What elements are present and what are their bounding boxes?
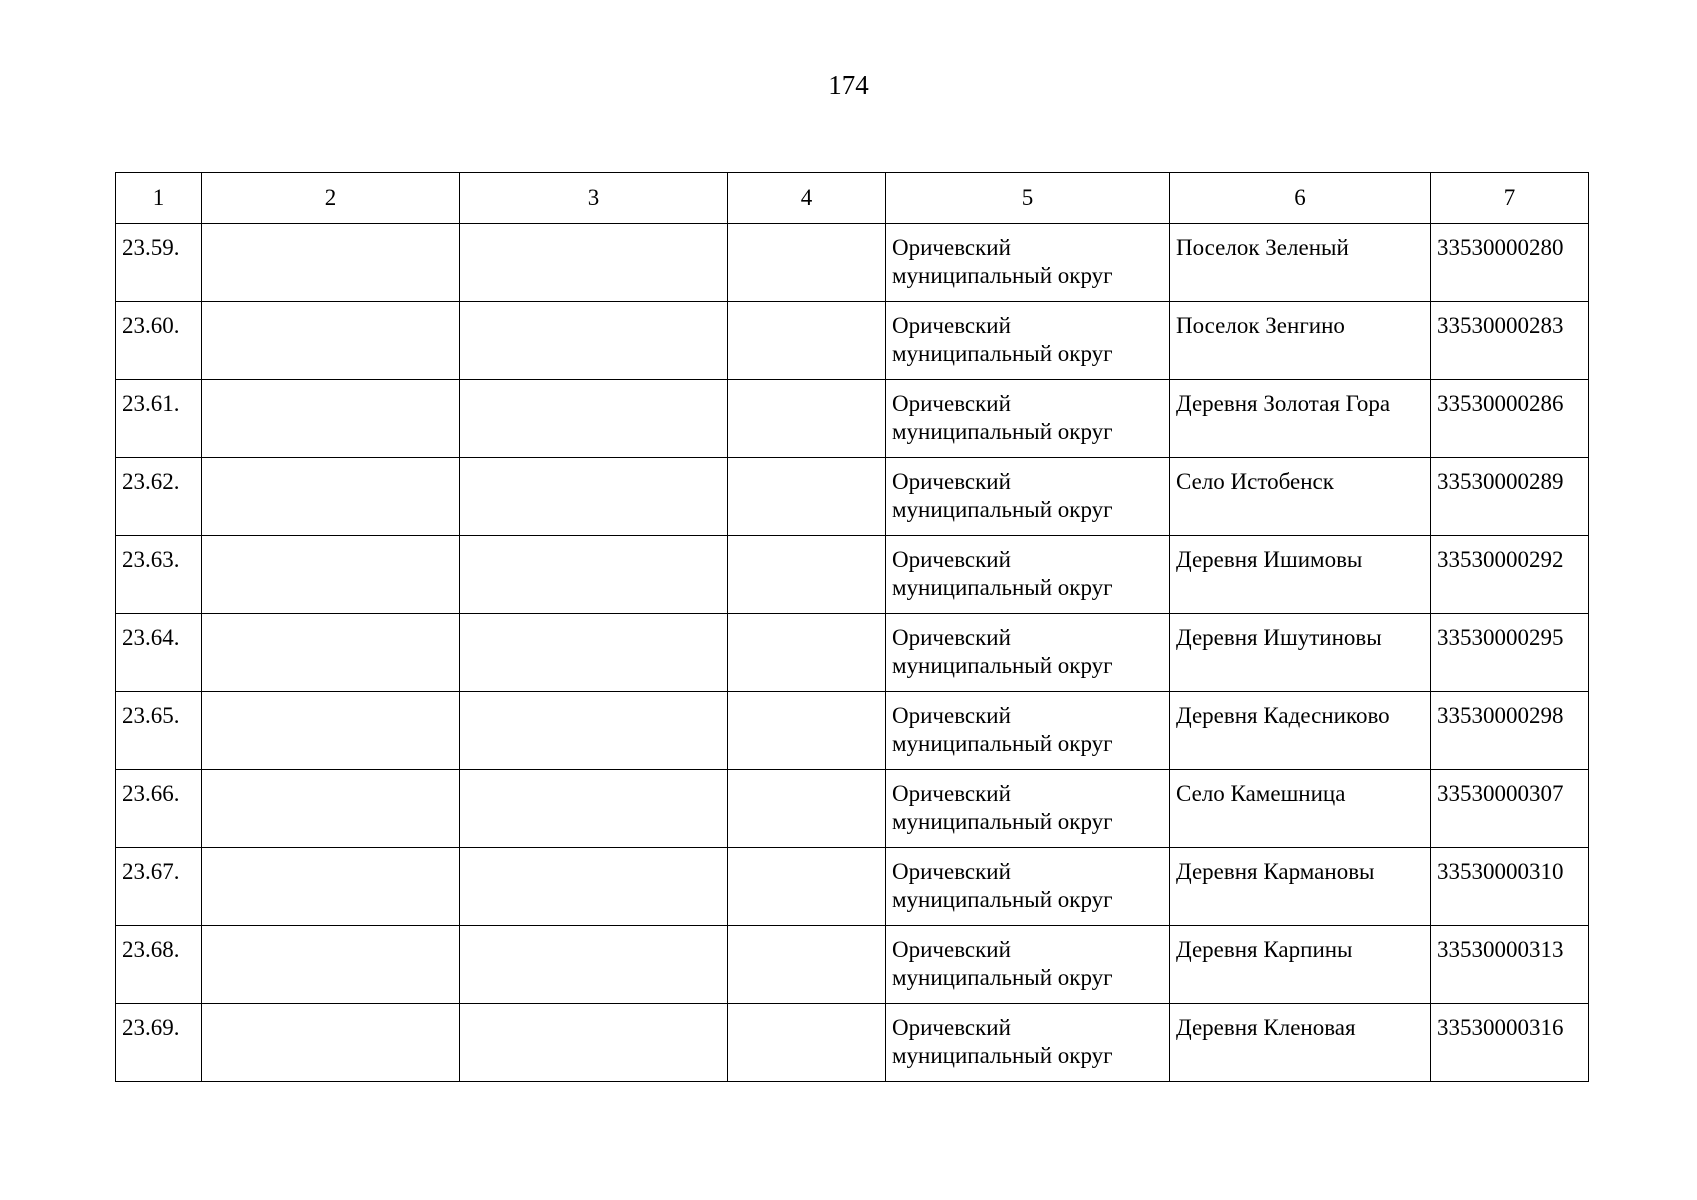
row-number-cell: 23.64. — [116, 614, 202, 692]
settlement-cell: Деревня Карпины — [1170, 926, 1431, 1004]
settlement-cell: Поселок Зенгино — [1170, 302, 1431, 380]
empty-cell — [460, 302, 728, 380]
settlement-cell: Деревня Ишимовы — [1170, 536, 1431, 614]
table-row — [116, 1004, 1589, 1082]
district-name: Оричевский — [892, 469, 1011, 494]
empty-cell — [202, 848, 460, 926]
empty-cell — [728, 458, 886, 536]
table-row — [116, 770, 1589, 848]
code-cell: 33530000280 — [1431, 224, 1589, 302]
settlement-cell: Деревня Кленовая — [1170, 1004, 1431, 1082]
settlement-cell: Село Камешница — [1170, 770, 1431, 848]
row-number-cell: 23.69. — [116, 1004, 202, 1082]
district-cell — [886, 770, 1170, 848]
code-cell: 33530000283 — [1431, 302, 1589, 380]
table-row — [116, 224, 1589, 302]
column-header: 1 — [116, 173, 202, 224]
district-cell — [886, 848, 1170, 926]
district-type: муниципальный округ — [892, 1043, 1113, 1068]
table-row — [116, 380, 1589, 458]
district-name: Оричевский — [892, 313, 1011, 338]
code-cell: 33530000313 — [1431, 926, 1589, 1004]
district-name: Оричевский — [892, 781, 1011, 806]
empty-cell — [460, 770, 728, 848]
row-number-cell: 23.68. — [116, 926, 202, 1004]
empty-cell — [728, 302, 886, 380]
row-number-cell: 23.59. — [116, 224, 202, 302]
column-header: 2 — [202, 173, 460, 224]
empty-cell — [728, 1004, 886, 1082]
empty-cell — [728, 224, 886, 302]
empty-cell — [460, 224, 728, 302]
table-row — [116, 692, 1589, 770]
district-cell — [886, 536, 1170, 614]
column-header: 5 — [886, 173, 1170, 224]
empty-cell — [460, 380, 728, 458]
district-cell — [886, 692, 1170, 770]
column-header: 7 — [1431, 173, 1589, 224]
code-cell: 33530000286 — [1431, 380, 1589, 458]
row-number-cell: 23.62. — [116, 458, 202, 536]
district-cell — [886, 380, 1170, 458]
empty-cell — [202, 614, 460, 692]
district-name: Оричевский — [892, 547, 1011, 572]
district-cell — [886, 302, 1170, 380]
empty-cell — [728, 536, 886, 614]
empty-cell — [728, 614, 886, 692]
settlement-cell: Деревня Кармановы — [1170, 848, 1431, 926]
empty-cell — [728, 692, 886, 770]
district-type: муниципальный округ — [892, 731, 1113, 756]
district-type: муниципальный округ — [892, 575, 1113, 600]
empty-cell — [728, 926, 886, 1004]
district-type: муниципальный округ — [892, 965, 1113, 990]
settlement-cell: Деревня Золотая Гора — [1170, 380, 1431, 458]
empty-cell — [202, 770, 460, 848]
empty-cell — [728, 380, 886, 458]
code-cell: 33530000298 — [1431, 692, 1589, 770]
code-cell: 33530000292 — [1431, 536, 1589, 614]
table-row — [116, 536, 1589, 614]
empty-cell — [460, 1004, 728, 1082]
settlement-cell: Деревня Кадесниково — [1170, 692, 1431, 770]
district-cell — [886, 1004, 1170, 1082]
district-cell — [886, 926, 1170, 1004]
district-name: Оричевский — [892, 859, 1011, 884]
district-cell — [886, 614, 1170, 692]
column-header: 3 — [460, 173, 728, 224]
district-type: муниципальный округ — [892, 341, 1113, 366]
district-name: Оричевский — [892, 235, 1011, 260]
district-type: муниципальный округ — [892, 263, 1113, 288]
settlement-cell: Поселок Зеленый — [1170, 224, 1431, 302]
district-name: Оричевский — [892, 937, 1011, 962]
district-type: муниципальный округ — [892, 497, 1113, 522]
page-number: 174 — [828, 70, 869, 100]
empty-cell — [202, 926, 460, 1004]
district-type: муниципальный округ — [892, 809, 1113, 834]
code-cell: 33530000316 — [1431, 1004, 1589, 1082]
table-row — [116, 848, 1589, 926]
table-row — [116, 458, 1589, 536]
district-type: муниципальный округ — [892, 887, 1113, 912]
column-header: 6 — [1170, 173, 1431, 224]
row-number-cell: 23.65. — [116, 692, 202, 770]
table-row — [116, 926, 1589, 1004]
district-cell — [886, 224, 1170, 302]
empty-cell — [460, 926, 728, 1004]
empty-cell — [460, 614, 728, 692]
empty-cell — [460, 848, 728, 926]
empty-cell — [460, 692, 728, 770]
district-name: Оричевский — [892, 1015, 1011, 1040]
district-type: муниципальный округ — [892, 653, 1113, 678]
table-header-row — [116, 173, 1589, 224]
column-header: 4 — [728, 173, 886, 224]
row-number-cell: 23.63. — [116, 536, 202, 614]
table-row — [116, 302, 1589, 380]
empty-cell — [728, 848, 886, 926]
district-cell — [886, 458, 1170, 536]
empty-cell — [202, 224, 460, 302]
district-name: Оричевский — [892, 703, 1011, 728]
empty-cell — [202, 302, 460, 380]
empty-cell — [202, 1004, 460, 1082]
code-cell: 33530000289 — [1431, 458, 1589, 536]
row-number-cell: 23.61. — [116, 380, 202, 458]
empty-cell — [202, 380, 460, 458]
empty-cell — [460, 536, 728, 614]
district-name: Оричевский — [892, 391, 1011, 416]
code-cell: 33530000310 — [1431, 848, 1589, 926]
district-type: муниципальный округ — [892, 419, 1113, 444]
settlements-table — [115, 172, 1589, 1082]
empty-cell — [202, 458, 460, 536]
row-number-cell: 23.67. — [116, 848, 202, 926]
settlement-cell: Село Истобенск — [1170, 458, 1431, 536]
empty-cell — [202, 536, 460, 614]
district-name: Оричевский — [892, 625, 1011, 650]
empty-cell — [202, 692, 460, 770]
empty-cell — [460, 458, 728, 536]
table-row — [116, 614, 1589, 692]
settlement-cell: Деревня Ишутиновы — [1170, 614, 1431, 692]
code-cell: 33530000295 — [1431, 614, 1589, 692]
empty-cell — [728, 770, 886, 848]
code-cell: 33530000307 — [1431, 770, 1589, 848]
row-number-cell: 23.60. — [116, 302, 202, 380]
row-number-cell: 23.66. — [116, 770, 202, 848]
